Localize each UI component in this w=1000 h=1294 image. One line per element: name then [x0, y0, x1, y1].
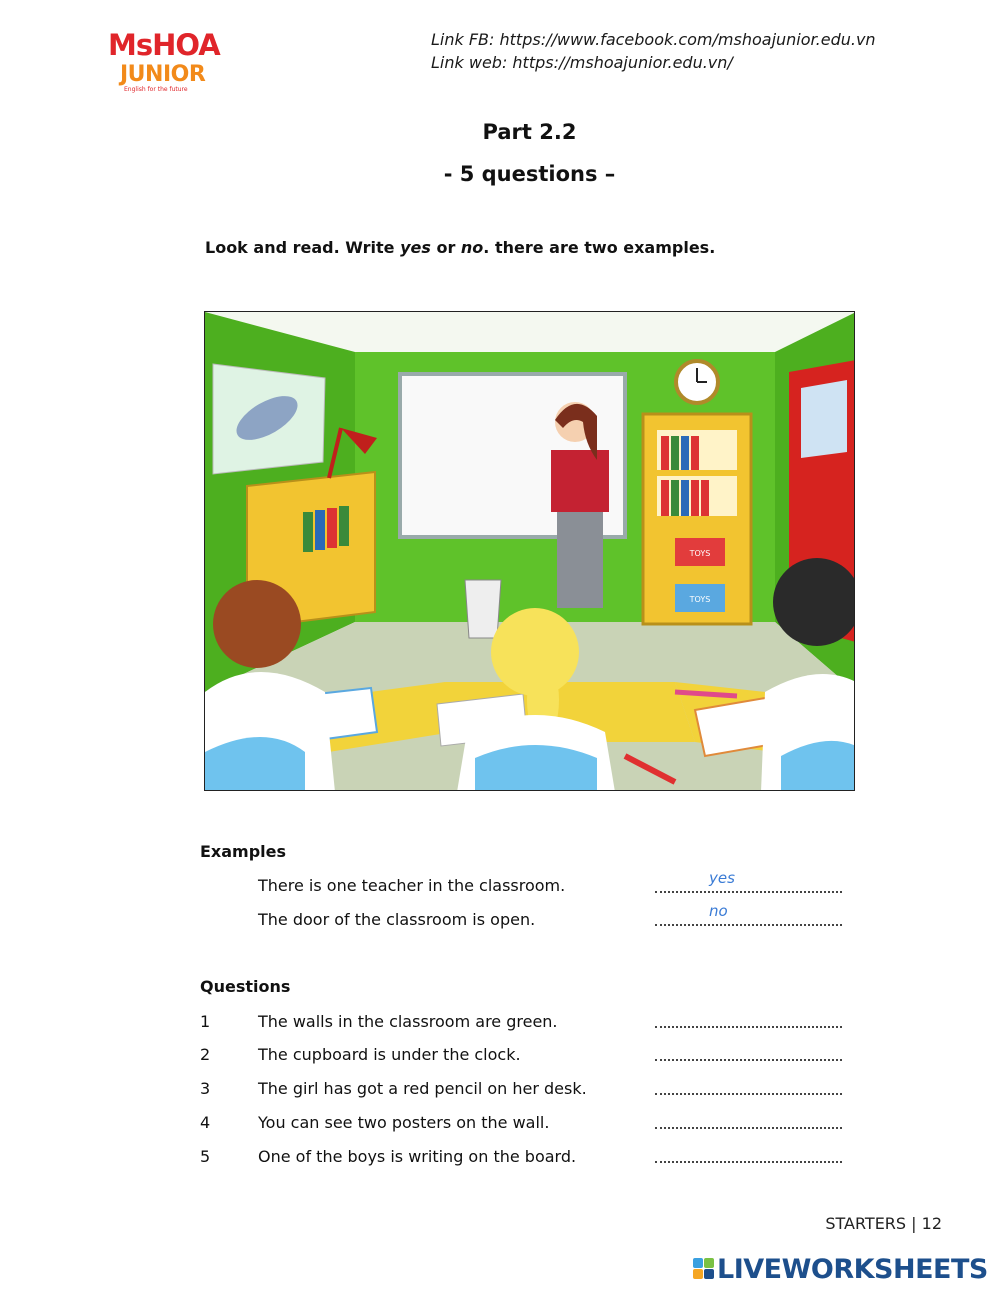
- page-footer-level: STARTERS | 12: [825, 1214, 942, 1233]
- examples-heading: Examples: [200, 842, 287, 861]
- liveworksheets-wordmark: LIVEWORKSHEETS: [717, 1254, 988, 1285]
- question-text-1: The walls in the classroom are green.: [258, 1012, 558, 1031]
- toy-box-label-2: TOYS: [689, 595, 711, 604]
- example-text-1: There is one teacher in the classroom.: [258, 876, 566, 895]
- chair-middle: [475, 745, 597, 791]
- part-title: Part 2.2: [482, 120, 577, 144]
- question-number-2: 2: [200, 1045, 211, 1064]
- questions-heading: Questions: [200, 977, 291, 996]
- question-text-3: The girl has got a red pencil on her desk.: [258, 1079, 587, 1098]
- answer-field-4[interactable]: [655, 1125, 842, 1129]
- instruction-text: [205, 238, 715, 257]
- example-answer-2: no: [709, 902, 728, 920]
- logo-line1: MsHOA: [108, 28, 220, 62]
- question-number-1: 1: [200, 1012, 211, 1031]
- question-number-5: 5: [200, 1147, 211, 1166]
- waste-bin: [465, 580, 501, 638]
- instruction-part1: Look and read. Write: [205, 238, 401, 257]
- logo-tagline: English for the future: [124, 86, 188, 93]
- instruction-yes: yes: [400, 238, 431, 257]
- classroom-illustration: [204, 311, 855, 791]
- website-link[interactable]: Link web: https://mshoajunior.edu.vn/: [431, 53, 733, 72]
- example-answer-1: yes: [709, 869, 735, 887]
- teacher-jacket: [551, 450, 609, 512]
- question-text-4: You can see two posters on the wall.: [258, 1113, 550, 1132]
- liveworksheets-logo[interactable]: [693, 1254, 993, 1286]
- liveworksheets-icon: [693, 1258, 715, 1280]
- answer-field-3[interactable]: [655, 1091, 842, 1095]
- mshoa-junior-logo: [108, 28, 238, 98]
- part-subtitle: - 5 questions –: [443, 162, 616, 186]
- question-text-2: The cupboard is under the clock.: [258, 1045, 521, 1064]
- question-text-5: One of the boys is writing on the board.: [258, 1147, 577, 1166]
- example-answer-line-1: [655, 889, 842, 893]
- question-number-4: 4: [200, 1113, 211, 1132]
- answer-field-1[interactable]: [655, 1024, 842, 1028]
- answer-field-2[interactable]: [655, 1057, 842, 1061]
- question-number-3: 3: [200, 1079, 211, 1098]
- boy-left-head: [213, 580, 301, 668]
- toy-box-label-1: TOYS: [689, 549, 711, 558]
- facebook-link[interactable]: Link FB: https://www.facebook.com/mshoajunior.edu.vn: [431, 30, 876, 49]
- instruction-no: no: [460, 238, 484, 257]
- teacher-skirt: [557, 498, 603, 608]
- instruction-part3: . there are two examples.: [483, 238, 716, 257]
- logo-line2: JUNIOR: [120, 62, 206, 87]
- example-answer-line-2: [655, 922, 842, 926]
- example-text-2: The door of the classroom is open.: [258, 910, 536, 929]
- answer-field-5[interactable]: [655, 1159, 842, 1163]
- instruction-part2: or: [430, 238, 461, 257]
